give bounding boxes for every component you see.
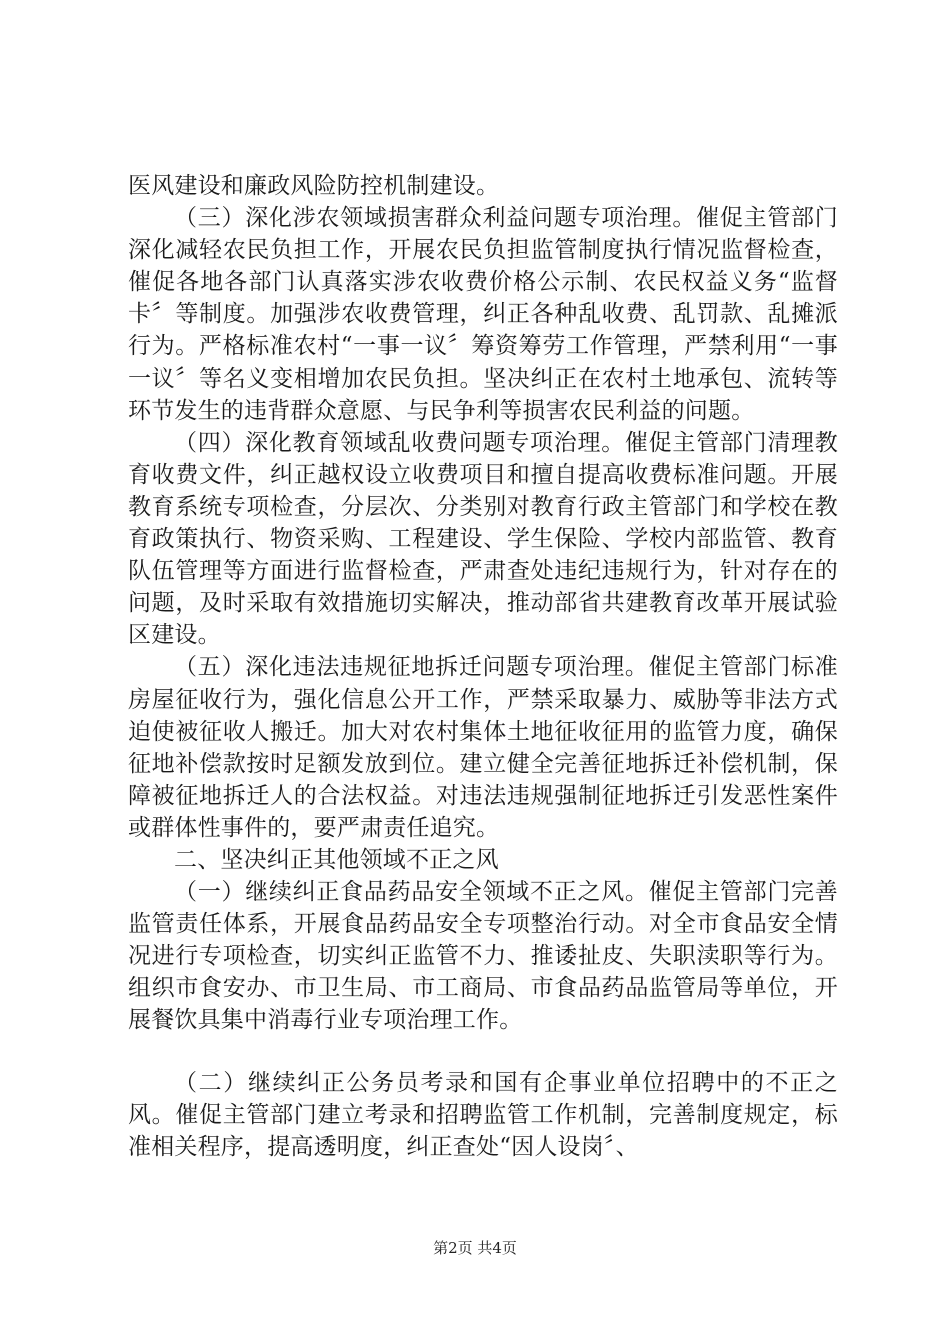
- document-body: [128, 170, 838, 1163]
- paragraph-rural-governance: （三）深化涉农领域损害群众利益问题专项治理。催促主管部门深化减轻农民负担工作，开展农民负担监管制度执行情况监督检查，催促各地各部门认真落实涉农收费价格公示制、农民权益义务“监督卡〞等制度。加强涉农收费管理，纠正各种乱收费、乱罚款、乱摊派行为。严格标准农村“一事一议〞筹资筹劳工作管理，严禁利用“一事一议〞等名义变相增加农民负担。坚决纠正在农村土地承包、流转等环节发生的违背群众意愿、与民争利等损害农民利益的问题。: [128, 205, 838, 424]
- paragraph-recruitment: （二）继续纠正公务员考录和国有企事业单位招聘中的不正之风。催促主管部门建立考录和招聘监管工作机制，完善制度规定，标准相关程序，提高透明度，纠正查处“因人设岗〞、: [128, 1069, 838, 1160]
- paragraph-land-demolition: （五）深化违法违规征地拆迁问题专项治理。催促主管部门标准房屋征收行为，强化信息公开工作，严禁采取暴力、威胁等非法方式迫使被征收人搬迁。加大对农村集体土地征收征用的监管力度，确保征地补偿款按时足额发放到位。建立健全完善征地拆迁补偿机制，保障被征地拆迁人的合法权益。对违法违规强制征地拆迁引发恶性案件或群体性事件的，要严肃责任追究。: [128, 654, 838, 841]
- paragraph-gap: [128, 1037, 838, 1067]
- paragraph-continuation: 医风建设和廉政风险防控机制建设。: [128, 173, 500, 199]
- page-footer: 第2页 共4页: [433, 1239, 517, 1257]
- section-heading: 二、坚决纠正其他领域不正之风: [174, 846, 499, 873]
- paragraph-food-drug-safety: （一）继续纠正食品药品安全领域不正之风。催促主管部门完善监管责任体系，开展食品药品安全专项整治行动。对全市食品安全情况进行专项检查，切实纠正监管不力、推诿扯皮、失职渎职等行为。组织市食安办、市卫生局、市工商局、市食品药品监管局等单位，开展餐饮具集中消毒行业专项治理工作。: [128, 879, 838, 1034]
- paragraph-education-fees: （四）深化教育领域乱收费问题专项治理。催促主管部门清理教育收费文件，纠正越权设立收费项目和擅自提高收费标准问题。开展教育系统专项检查，分层次、分类别对教育行政主管部门和学校在教育政策执行、物资采购、工程建设、学生保险、学校内部监管、教育队伍管理等方面进行监督检查，严肃查处违纪违规行为，针对存在的问题，及时采取有效措施切实解决，推动部省共建教育改革开展试验区建设。: [128, 429, 838, 649]
